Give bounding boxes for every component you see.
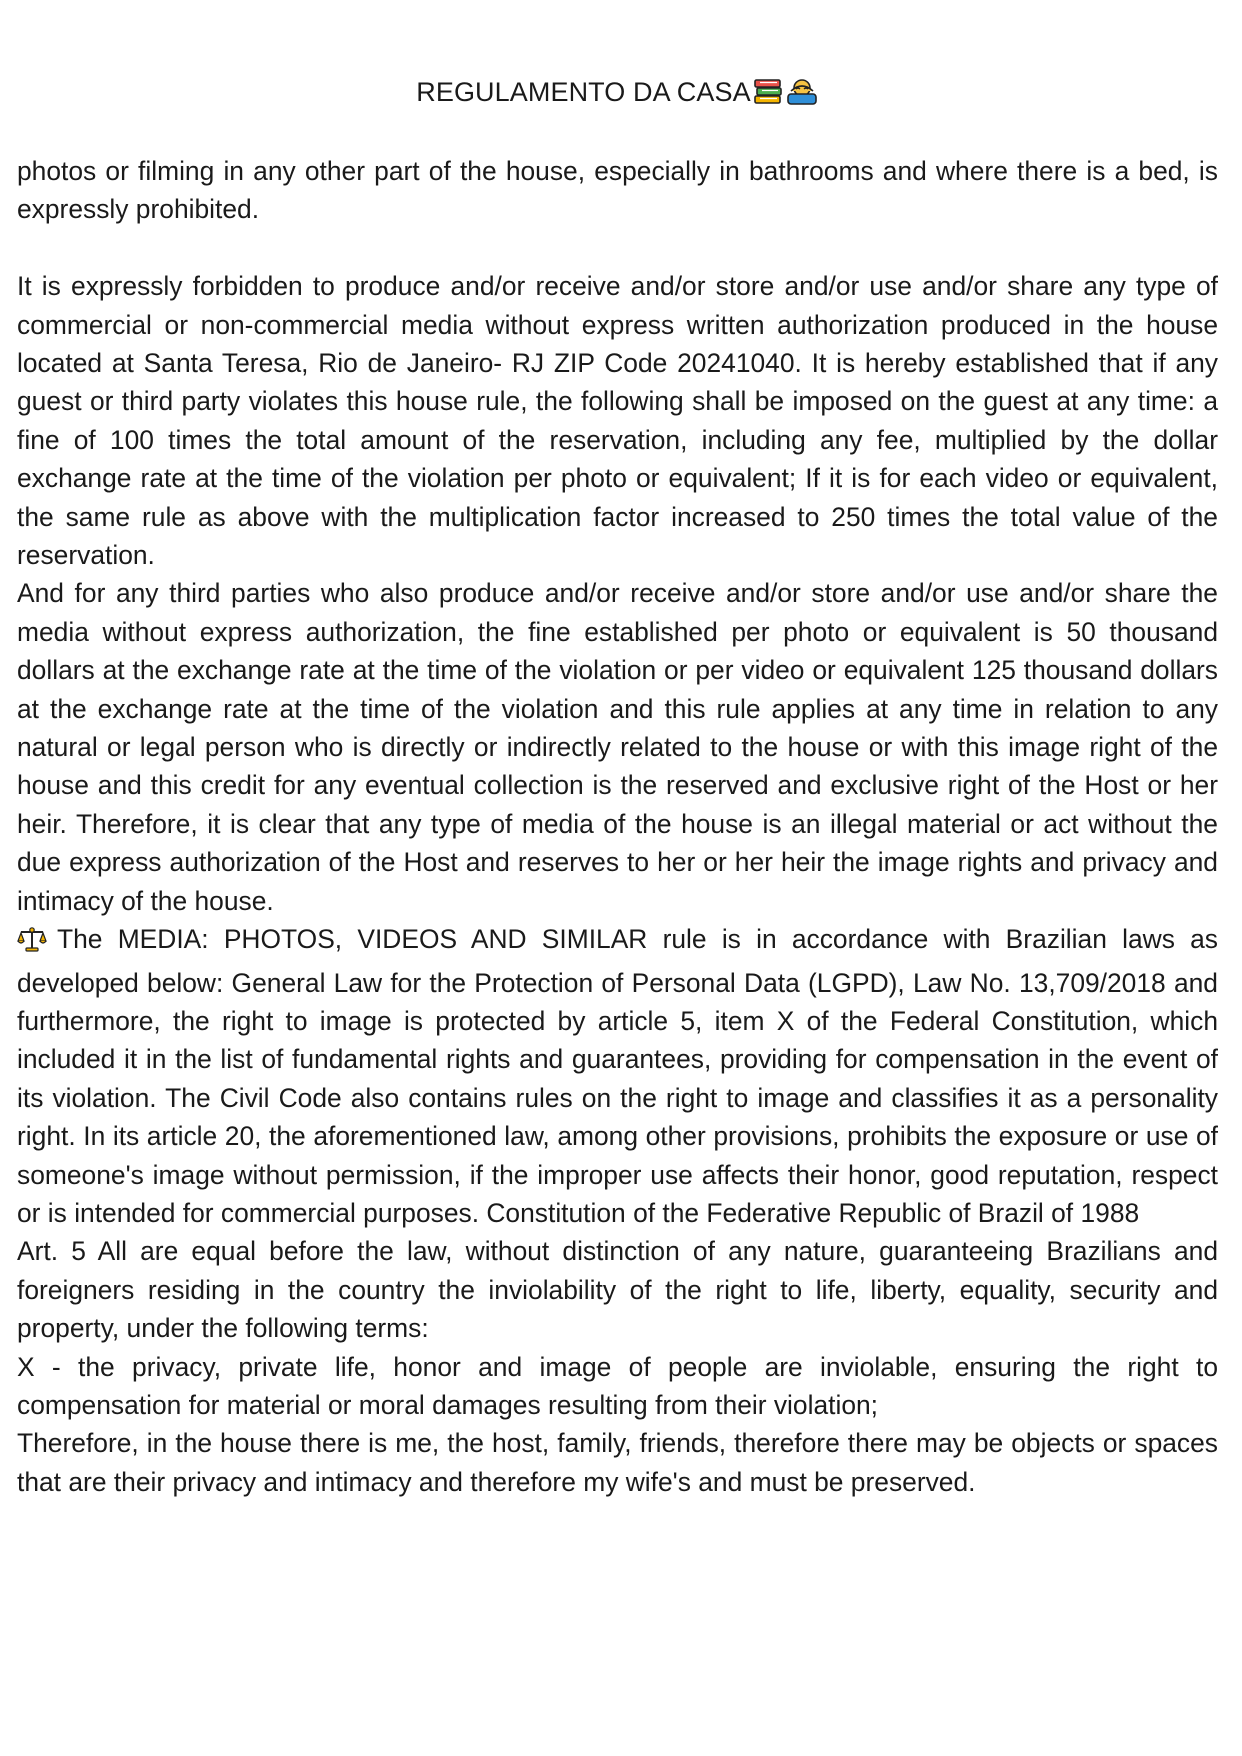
title-text: REGULAMENTO DA CASA xyxy=(416,77,751,107)
paragraph-article-5: Art. 5 All are equal before the law, without distinction of any nature, guaranteeing Brazilians and foreigners residing in the country the inviolability of the right to life, liberty, equality, security and property, under the following terms: xyxy=(17,1236,1218,1344)
paragraph-item-x: X - the privacy, private life, honor and image of people are inviolable, ensuring the right to compensation for material or moral damages resulting from their violation; xyxy=(17,1351,1218,1420)
paragraph-spacer xyxy=(17,229,1218,267)
laws-text: The MEDIA: PHOTOS, VIDEOS AND SIMILAR rule is in accordance with Brazilian laws as developed below: General Law for the Protection of Personal Data (LGPD), Law No. 13,709/2018 and furthermore, the right to image is protected by article 5, item X of the Federal Constitution, which included it in the list of fundamental rights and guarantees, providing for compensation in the event of its violation. The Civil Code also contains rules on the right to image and classifies it as a personality right. In its article 20, the aforementioned law, among other provisions, prohibits the exposure or use of someone's image without permission, if the improper use affects their honor, good reputation, respect or is intended for commercial purposes. Constitution of the Federative Republic of Brazil of 1988 xyxy=(17,924,1218,1228)
paragraph-brazilian-laws xyxy=(17,920,1218,1232)
person-in-bed-icon xyxy=(785,77,819,118)
paragraph-media-fine: It is expressly forbidden to produce and/or receive and/or store and/or use and/or share any type of commercial or non-commercial media without express written authorization produced in the house located at Santa Teresa, Rio de Janeiro- RJ ZIP Code 20241040. It is hereby established that if any guest or third party violates this house rule, the following shall be imposed on the guest at any time: a fine of 100 times the total amount of the reservation, including any fee, multiplied by the dollar exchange rate at the time of the violation per photo or equivalent; If it is for each video or equivalent, the same rule as above with the multiplication factor increased to 250 times the total value of the reservation. xyxy=(17,271,1218,571)
paragraph-photos-prohibited: photos or filming in any other part of the house, especially in bathrooms and where there is a bed, is expressly prohibited. xyxy=(17,156,1218,225)
document-body xyxy=(17,152,1218,1501)
paragraph-third-parties: And for any third parties who also produce and/or receive and/or store and/or use and/or share the media without express authorization, the fine established per photo or equivalent is 50 thousand dollars at the exchange rate at the time of the violation or per video or equivalent 125 thousand dollars at the exchange rate at the time of the violation and this rule applies at any time in relation to any natural or legal person who is directly or indirectly related to the house or with this image right of the house and this credit for any eventual collection is the reserved and exclusive right of the Host or her heir. Therefore, it is clear that any type of media of the house is an illegal material or act without the due express authorization of the Host and reserves to her or her heir the image rights and privacy and intimacy of the house. xyxy=(17,578,1218,916)
books-icon xyxy=(753,77,783,118)
balance-scale-icon xyxy=(17,925,47,963)
paragraph-therefore: Therefore, in the house there is me, the host, family, friends, therefore there may be objects or spaces that are their privacy and intimacy and therefore my wife's and must be preserved. xyxy=(17,1428,1218,1497)
document-title xyxy=(17,72,1218,118)
